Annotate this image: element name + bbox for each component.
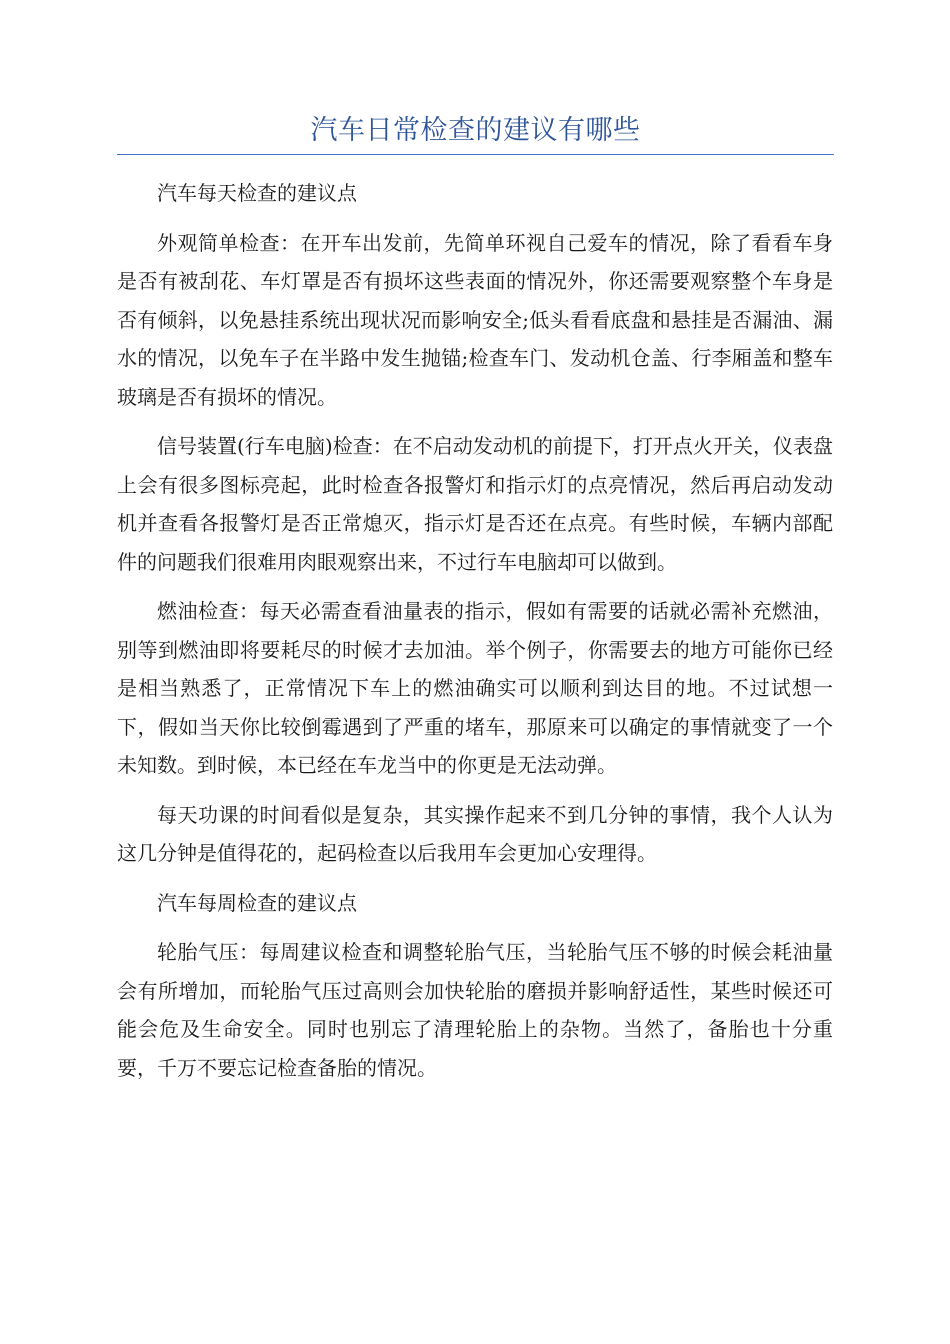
title-underline [117, 154, 834, 155]
paragraph-exterior-check: 外观简单检查：在开车出发前，先简单环视自己爱车的情况，除了看看车身是否有被刮花、车灯罩是否有损坏这些表面的情况外，你还需要观察整个车身是否有倾斜，以免悬挂系统出现状况而影响安全;低头看看底盘和悬挂是否漏油、漏水的情况，以免车子在半路中发生抛锚;检查车门、发动机仓盖、行李厢盖和整车玻璃是否有损坏的情况。 [117, 230, 833, 409]
paragraph-tire-pressure: 轮胎气压：每周建议检查和调整轮胎气压，当轮胎气压不够的时候会耗油量会有所增加，而轮胎气压过高则会加快轮胎的磨损并影响舒适性，某些时候还可能会危及生命安全。同时也别忘了清理轮胎上的杂物。当然了，备胎也十分重要，千万不要忘记检查备胎的情况。 [117, 940, 833, 1080]
document-body [117, 174, 833, 1098]
document-title: 汽车日常检查的建议有哪些 [310, 115, 641, 146]
paragraph-fuel-check: 燃油检查：每天必需查看油量表的指示，假如有需要的话就必需补充燃油，别等到燃油即将要耗尽的时候才去加油。举个例子，你需要去的地方可能你已经是相当熟悉了，正常情况下车上的燃油确实可以顺利到达目的地。不过试想一下，假如当天你比较倒霉遇到了严重的堵车，那原来可以确定的事情就变了一个未知数。到时候，本已经在车龙当中的你更是无法动弹。 [117, 599, 833, 777]
section-heading-daily: 汽车每天检查的建议点 [157, 181, 357, 205]
paragraph-signal-check: 信号装置(行车电脑)检查：在不启动发动机的前提下，打开点火开关，仪表盘上会有很多图标亮起，此时检查各报警灯和指示灯的点亮情况，然后再启动发动机并查看各报警灯是否正常熄灭，指示灯是否还在点亮。有些时候，车辆内部配件的问题我们很难用肉眼观察出来，不过行车电脑却可以做到。 [117, 434, 833, 574]
paragraph-daily-summary: 每天功课的时间看似是复杂，其实操作起来不到几分钟的事情，我个人认为这几分钟是值得花的，起码检查以后我用车会更加心安理得。 [117, 802, 833, 865]
section-heading-weekly: 汽车每周检查的建议点 [157, 890, 357, 915]
